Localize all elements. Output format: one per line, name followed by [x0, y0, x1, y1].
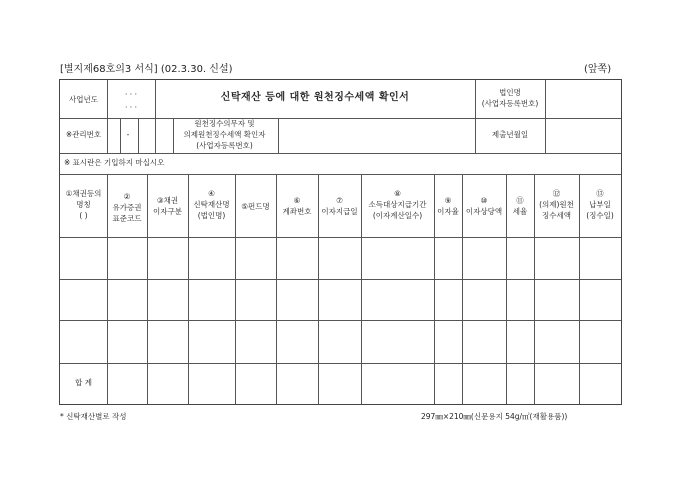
col-11-l1: 세율 — [512, 207, 528, 216]
col-10-num: ⑩ — [480, 196, 488, 205]
col-7-num: ⑦ — [336, 196, 343, 205]
withholder-label-1: 원천징수의무자 및 — [194, 119, 255, 128]
col-9-num: ⑨ — [444, 196, 452, 205]
note-text: ※ 표시란은 기입하지 마십시오 — [64, 158, 165, 167]
page-title: 신탁재산 등에 대한 원천징수세액 확인서 — [220, 92, 410, 103]
col-9-l1: 이자율 — [437, 207, 459, 216]
col-8-l1: 소득대상지급기간 — [368, 200, 427, 209]
col-1-l1: 명칭 — [76, 200, 91, 209]
col-4-l2: (법인명) — [197, 211, 226, 220]
corp-label-2: (사업자등록번호) — [481, 99, 539, 108]
col-13-l2: (징수일) — [586, 211, 614, 220]
mgmt-label: ※관리번호 — [65, 130, 102, 139]
col-12-num: ⑫ — [552, 189, 561, 198]
col-10-l1: 이자상당액 — [465, 207, 503, 216]
col-13-num: ⑬ — [596, 189, 604, 198]
col-2-l2: 표준코드 — [112, 214, 142, 223]
date-dots-1: · · · — [125, 90, 137, 99]
col-12-l1: (의제)원천 — [539, 200, 574, 209]
date-dots-2: · · · — [125, 103, 137, 112]
col-1-num: ①채권등의 — [65, 189, 102, 198]
col-1-l2: ( ) — [79, 211, 88, 220]
footer-note: * 신탁재산별로 작성 — [60, 412, 127, 421]
withholder-label-2: 의제원천징수세액 확인자 — [183, 130, 266, 139]
withholder-label-3: (사업자등록번호) — [196, 141, 253, 150]
form-table — [59, 79, 622, 405]
col-6-num: ⑥ — [293, 196, 301, 205]
col-13-l1: 납부일 — [589, 200, 611, 209]
submit-date-label: 제출년월일 — [491, 130, 529, 139]
col-4-l1: 신탁재산명 — [193, 200, 230, 209]
mgmt-dash: - — [126, 130, 130, 139]
footer-paper-spec: 297㎜×210㎜(신문용지 54g/㎡(재활용품)) — [421, 412, 568, 421]
col-8-num: ⑧ — [394, 189, 401, 198]
col-2-num: ② — [123, 192, 131, 201]
col-6-l1: 계좌번호 — [282, 207, 312, 216]
col-5-num: ⑤펀드명 — [241, 202, 270, 211]
col-3-l1: 이자구분 — [153, 207, 182, 216]
col-12-l2: 징수세액 — [542, 211, 571, 220]
year-label: 사업년도 — [69, 95, 98, 104]
col-11-num: ⑪ — [516, 196, 524, 205]
col-4-num: ④ — [208, 189, 215, 198]
corp-label-1: 법인명 — [499, 88, 521, 97]
col-7-l1: 이자지급일 — [321, 207, 358, 216]
col-8-l2: (이자계산일수) — [372, 211, 423, 220]
form-id: [별지제68호의3 서식] (02.3.30. 신설) — [60, 64, 233, 75]
col-3-num: ③채권 — [156, 196, 179, 205]
col-2-l1: 유가증권 — [112, 203, 142, 212]
page-side: (앞쪽) — [584, 64, 612, 75]
total-label: 합 계 — [75, 378, 92, 387]
